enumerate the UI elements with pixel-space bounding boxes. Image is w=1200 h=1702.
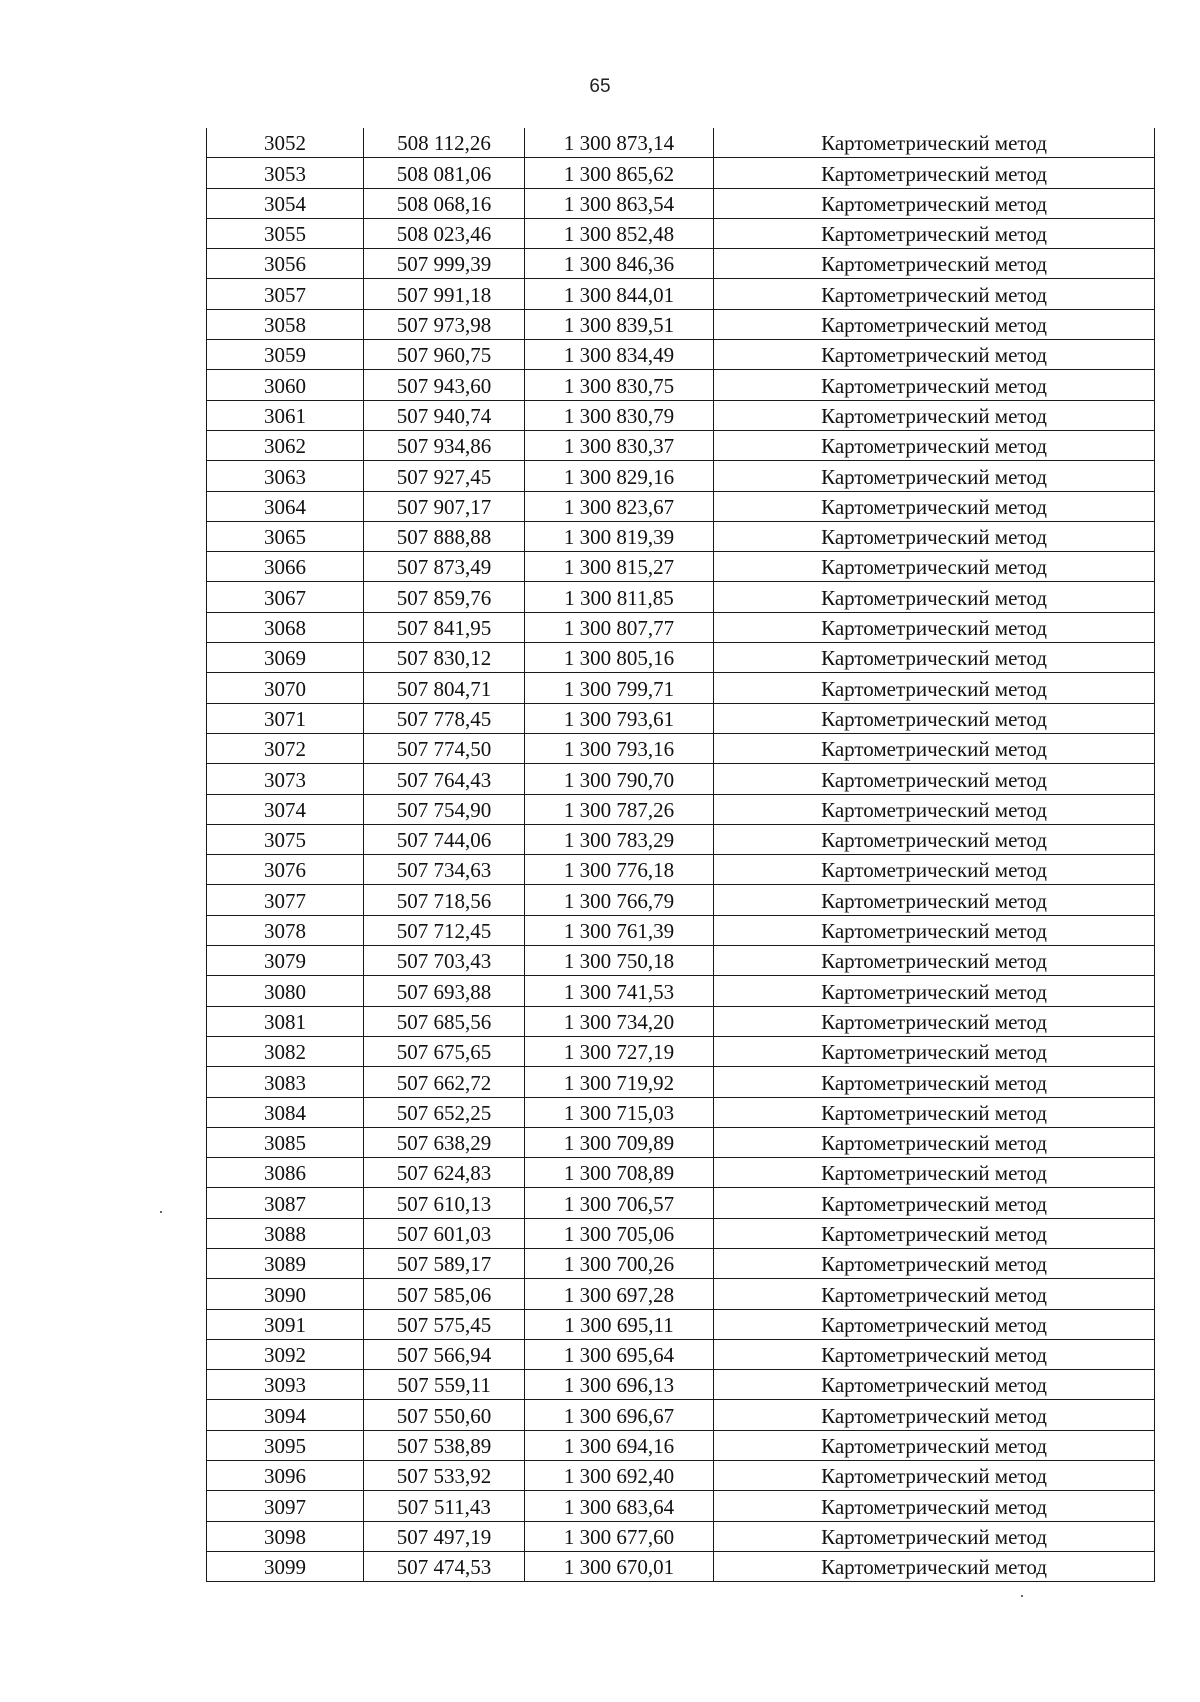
y-coordinate-cell: 1 300 692,40 (525, 1461, 714, 1491)
method-cell: Картометрический метод (714, 1097, 1155, 1127)
method-cell: Картометрический метод (714, 1067, 1155, 1097)
table-row (207, 370, 1155, 400)
method-cell: Картометрический метод (714, 1430, 1155, 1460)
point-number-cell: 3086 (207, 1158, 364, 1188)
method-cell: Картометрический метод (714, 430, 1155, 460)
point-number-cell: 3091 (207, 1309, 364, 1339)
y-coordinate-cell: 1 300 708,89 (525, 1158, 714, 1188)
table-row (207, 885, 1155, 915)
y-coordinate-cell: 1 300 715,03 (525, 1097, 714, 1127)
x-coordinate-cell: 507 744,06 (364, 824, 525, 854)
point-number-cell: 3084 (207, 1097, 364, 1127)
table-row (207, 188, 1155, 218)
x-coordinate-cell: 507 940,74 (364, 400, 525, 430)
y-coordinate-cell: 1 300 790,70 (525, 764, 714, 794)
x-coordinate-cell: 507 712,45 (364, 915, 525, 945)
point-number-cell: 3099 (207, 1551, 364, 1581)
table-row (207, 158, 1155, 188)
point-number-cell: 3092 (207, 1339, 364, 1369)
y-coordinate-cell: 1 300 705,06 (525, 1218, 714, 1248)
point-number-cell: 3065 (207, 521, 364, 551)
point-number-cell: 3098 (207, 1521, 364, 1551)
table-row (207, 1339, 1155, 1369)
method-cell: Картометрический метод (714, 1461, 1155, 1491)
table-row (207, 673, 1155, 703)
y-coordinate-cell: 1 300 727,19 (525, 1036, 714, 1066)
point-number-cell: 3057 (207, 279, 364, 309)
table-row (207, 309, 1155, 339)
y-coordinate-cell: 1 300 766,79 (525, 885, 714, 915)
point-number-cell: 3053 (207, 158, 364, 188)
y-coordinate-cell: 1 300 873,14 (525, 128, 714, 158)
table-row (207, 824, 1155, 854)
y-coordinate-cell: 1 300 829,16 (525, 461, 714, 491)
x-coordinate-cell: 507 859,76 (364, 582, 525, 612)
y-coordinate-cell: 1 300 761,39 (525, 915, 714, 945)
method-cell: Картометрический метод (714, 1491, 1155, 1521)
y-coordinate-cell: 1 300 776,18 (525, 855, 714, 885)
x-coordinate-cell: 507 575,45 (364, 1309, 525, 1339)
table-row (207, 552, 1155, 582)
method-cell: Картометрический метод (714, 612, 1155, 642)
point-number-cell: 3074 (207, 794, 364, 824)
y-coordinate-cell: 1 300 696,13 (525, 1370, 714, 1400)
y-coordinate-cell: 1 300 805,16 (525, 643, 714, 673)
x-coordinate-cell: 507 550,60 (364, 1400, 525, 1430)
y-coordinate-cell: 1 300 807,77 (525, 612, 714, 642)
method-cell: Картометрический метод (714, 764, 1155, 794)
point-number-cell: 3088 (207, 1218, 364, 1248)
point-number-cell: 3081 (207, 1006, 364, 1036)
x-coordinate-cell: 507 754,90 (364, 794, 525, 824)
x-coordinate-cell: 507 559,11 (364, 1370, 525, 1400)
point-number-cell: 3085 (207, 1127, 364, 1157)
method-cell: Картометрический метод (714, 1370, 1155, 1400)
x-coordinate-cell: 507 662,72 (364, 1067, 525, 1097)
x-coordinate-cell: 507 685,56 (364, 1006, 525, 1036)
x-coordinate-cell: 507 999,39 (364, 249, 525, 279)
table-row (207, 946, 1155, 976)
method-cell: Картометрический метод (714, 855, 1155, 885)
table-row (207, 1097, 1155, 1127)
x-coordinate-cell: 507 497,19 (364, 1521, 525, 1551)
y-coordinate-cell: 1 300 709,89 (525, 1127, 714, 1157)
table-row (207, 521, 1155, 551)
method-cell: Картометрический метод (714, 1521, 1155, 1551)
table-row (207, 1188, 1155, 1218)
x-coordinate-cell: 508 081,06 (364, 158, 525, 188)
table-row (207, 1430, 1155, 1460)
x-coordinate-cell: 507 601,03 (364, 1218, 525, 1248)
x-coordinate-cell: 507 841,95 (364, 612, 525, 642)
table-row (207, 128, 1155, 158)
method-cell: Картометрический метод (714, 279, 1155, 309)
table-row (207, 1248, 1155, 1278)
table-row (207, 1491, 1155, 1521)
method-cell: Картометрический метод (714, 309, 1155, 339)
method-cell: Картометрический метод (714, 188, 1155, 218)
method-cell: Картометрический метод (714, 1188, 1155, 1218)
method-cell: Картометрический метод (714, 400, 1155, 430)
method-cell: Картометрический метод (714, 885, 1155, 915)
point-number-cell: 3093 (207, 1370, 364, 1400)
point-number-cell: 3089 (207, 1248, 364, 1278)
x-coordinate-cell: 507 830,12 (364, 643, 525, 673)
y-coordinate-cell: 1 300 695,11 (525, 1309, 714, 1339)
y-coordinate-cell: 1 300 694,16 (525, 1430, 714, 1460)
table-row (207, 1551, 1155, 1581)
point-number-cell: 3056 (207, 249, 364, 279)
x-coordinate-cell: 507 638,29 (364, 1127, 525, 1157)
x-coordinate-cell: 507 943,60 (364, 370, 525, 400)
x-coordinate-cell: 508 112,26 (364, 128, 525, 158)
x-coordinate-cell: 507 533,92 (364, 1461, 525, 1491)
x-coordinate-cell: 507 652,25 (364, 1097, 525, 1127)
x-coordinate-cell: 507 778,45 (364, 703, 525, 733)
point-number-cell: 3094 (207, 1400, 364, 1430)
table-row (207, 582, 1155, 612)
y-coordinate-cell: 1 300 834,49 (525, 340, 714, 370)
table-row (207, 279, 1155, 309)
table-row (207, 430, 1155, 460)
point-number-cell: 3068 (207, 612, 364, 642)
x-coordinate-cell: 507 511,43 (364, 1491, 525, 1521)
x-coordinate-cell: 507 888,88 (364, 521, 525, 551)
x-coordinate-cell: 507 873,49 (364, 552, 525, 582)
method-cell: Картометрический метод (714, 1218, 1155, 1248)
x-coordinate-cell: 507 960,75 (364, 340, 525, 370)
coordinates-table (206, 128, 1155, 1582)
method-cell: Картометрический метод (714, 461, 1155, 491)
y-coordinate-cell: 1 300 683,64 (525, 1491, 714, 1521)
method-cell: Картометрический метод (714, 521, 1155, 551)
point-number-cell: 3054 (207, 188, 364, 218)
method-cell: Картометрический метод (714, 1006, 1155, 1036)
method-cell: Картометрический метод (714, 249, 1155, 279)
method-cell: Картометрический метод (714, 733, 1155, 763)
y-coordinate-cell: 1 300 799,71 (525, 673, 714, 703)
point-number-cell: 3067 (207, 582, 364, 612)
table-row (207, 461, 1155, 491)
table-row (207, 915, 1155, 945)
method-cell: Картометрический метод (714, 582, 1155, 612)
table-row (207, 400, 1155, 430)
page-number: 65 (589, 76, 611, 97)
x-coordinate-cell: 507 538,89 (364, 1430, 525, 1460)
table-row (207, 1006, 1155, 1036)
x-coordinate-cell: 508 023,46 (364, 218, 525, 248)
coordinates-table-body (207, 128, 1155, 1582)
point-number-cell: 3060 (207, 370, 364, 400)
method-cell: Картометрический метод (714, 946, 1155, 976)
scan-speck (160, 1211, 162, 1213)
y-coordinate-cell: 1 300 787,26 (525, 794, 714, 824)
x-coordinate-cell: 507 934,86 (364, 430, 525, 460)
y-coordinate-cell: 1 300 741,53 (525, 976, 714, 1006)
y-coordinate-cell: 1 300 793,61 (525, 703, 714, 733)
y-coordinate-cell: 1 300 750,18 (525, 946, 714, 976)
y-coordinate-cell: 1 300 706,57 (525, 1188, 714, 1218)
point-number-cell: 3082 (207, 1036, 364, 1066)
method-cell: Картометрический метод (714, 1279, 1155, 1309)
x-coordinate-cell: 507 973,98 (364, 309, 525, 339)
point-number-cell: 3073 (207, 764, 364, 794)
table-row (207, 340, 1155, 370)
y-coordinate-cell: 1 300 695,64 (525, 1339, 714, 1369)
method-cell: Картометрический метод (714, 128, 1155, 158)
table-row (207, 855, 1155, 885)
y-coordinate-cell: 1 300 865,62 (525, 158, 714, 188)
x-coordinate-cell: 507 764,43 (364, 764, 525, 794)
point-number-cell: 3095 (207, 1430, 364, 1460)
method-cell: Картометрический метод (714, 824, 1155, 854)
point-number-cell: 3055 (207, 218, 364, 248)
table-row (207, 1370, 1155, 1400)
method-cell: Картометрический метод (714, 1127, 1155, 1157)
table-row (207, 1521, 1155, 1551)
table-row (207, 1279, 1155, 1309)
x-coordinate-cell: 507 675,65 (364, 1036, 525, 1066)
method-cell: Картометрический метод (714, 673, 1155, 703)
x-coordinate-cell: 507 804,71 (364, 673, 525, 703)
method-cell: Картометрический метод (714, 703, 1155, 733)
point-number-cell: 3075 (207, 824, 364, 854)
method-cell: Картометрический метод (714, 340, 1155, 370)
y-coordinate-cell: 1 300 696,67 (525, 1400, 714, 1430)
x-coordinate-cell: 507 734,63 (364, 855, 525, 885)
method-cell: Картометрический метод (714, 1400, 1155, 1430)
y-coordinate-cell: 1 300 783,29 (525, 824, 714, 854)
point-number-cell: 3061 (207, 400, 364, 430)
y-coordinate-cell: 1 300 830,79 (525, 400, 714, 430)
x-coordinate-cell: 507 610,13 (364, 1188, 525, 1218)
x-coordinate-cell: 508 068,16 (364, 188, 525, 218)
y-coordinate-cell: 1 300 700,26 (525, 1248, 714, 1278)
x-coordinate-cell: 507 718,56 (364, 885, 525, 915)
y-coordinate-cell: 1 300 793,16 (525, 733, 714, 763)
y-coordinate-cell: 1 300 844,01 (525, 279, 714, 309)
method-cell: Картометрический метод (714, 915, 1155, 945)
table-row (207, 733, 1155, 763)
x-coordinate-cell: 507 566,94 (364, 1339, 525, 1369)
y-coordinate-cell: 1 300 863,54 (525, 188, 714, 218)
point-number-cell: 3058 (207, 309, 364, 339)
y-coordinate-cell: 1 300 670,01 (525, 1551, 714, 1581)
table-row (207, 491, 1155, 521)
table-row (207, 1067, 1155, 1097)
method-cell: Картометрический метод (714, 1551, 1155, 1581)
point-number-cell: 3090 (207, 1279, 364, 1309)
y-coordinate-cell: 1 300 830,75 (525, 370, 714, 400)
x-coordinate-cell: 507 585,06 (364, 1279, 525, 1309)
table-row (207, 1036, 1155, 1066)
table-row (207, 643, 1155, 673)
table-row (207, 703, 1155, 733)
point-number-cell: 3066 (207, 552, 364, 582)
point-number-cell: 3069 (207, 643, 364, 673)
method-cell: Картометрический метод (714, 158, 1155, 188)
point-number-cell: 3078 (207, 915, 364, 945)
x-coordinate-cell: 507 927,45 (364, 461, 525, 491)
x-coordinate-cell: 507 474,53 (364, 1551, 525, 1581)
y-coordinate-cell: 1 300 677,60 (525, 1521, 714, 1551)
method-cell: Картометрический метод (714, 643, 1155, 673)
y-coordinate-cell: 1 300 734,20 (525, 1006, 714, 1036)
table-row (207, 1400, 1155, 1430)
table-row (207, 1127, 1155, 1157)
table-row (207, 1461, 1155, 1491)
point-number-cell: 3070 (207, 673, 364, 703)
method-cell: Картометрический метод (714, 1248, 1155, 1278)
x-coordinate-cell: 507 589,17 (364, 1248, 525, 1278)
y-coordinate-cell: 1 300 719,92 (525, 1067, 714, 1097)
y-coordinate-cell: 1 300 823,67 (525, 491, 714, 521)
point-number-cell: 3077 (207, 885, 364, 915)
y-coordinate-cell: 1 300 697,28 (525, 1279, 714, 1309)
table-row (207, 612, 1155, 642)
x-coordinate-cell: 507 774,50 (364, 733, 525, 763)
method-cell: Картометрический метод (714, 1036, 1155, 1066)
table-row (207, 249, 1155, 279)
table-row (207, 1218, 1155, 1248)
point-number-cell: 3080 (207, 976, 364, 1006)
table-row (207, 976, 1155, 1006)
point-number-cell: 3072 (207, 733, 364, 763)
x-coordinate-cell: 507 624,83 (364, 1158, 525, 1188)
method-cell: Картометрический метод (714, 218, 1155, 248)
point-number-cell: 3059 (207, 340, 364, 370)
table-row (207, 794, 1155, 824)
point-number-cell: 3096 (207, 1461, 364, 1491)
method-cell: Картометрический метод (714, 491, 1155, 521)
x-coordinate-cell: 507 991,18 (364, 279, 525, 309)
table-row (207, 764, 1155, 794)
y-coordinate-cell: 1 300 830,37 (525, 430, 714, 460)
method-cell: Картометрический метод (714, 370, 1155, 400)
method-cell: Картометрический метод (714, 552, 1155, 582)
point-number-cell: 3097 (207, 1491, 364, 1521)
y-coordinate-cell: 1 300 839,51 (525, 309, 714, 339)
point-number-cell: 3063 (207, 461, 364, 491)
x-coordinate-cell: 507 693,88 (364, 976, 525, 1006)
method-cell: Картометрический метод (714, 1158, 1155, 1188)
y-coordinate-cell: 1 300 846,36 (525, 249, 714, 279)
point-number-cell: 3071 (207, 703, 364, 733)
point-number-cell: 3076 (207, 855, 364, 885)
point-number-cell: 3079 (207, 946, 364, 976)
method-cell: Картометрический метод (714, 794, 1155, 824)
y-coordinate-cell: 1 300 815,27 (525, 552, 714, 582)
table-row (207, 1158, 1155, 1188)
point-number-cell: 3052 (207, 128, 364, 158)
table-row (207, 218, 1155, 248)
point-number-cell: 3087 (207, 1188, 364, 1218)
y-coordinate-cell: 1 300 819,39 (525, 521, 714, 551)
point-number-cell: 3083 (207, 1067, 364, 1097)
point-number-cell: 3064 (207, 491, 364, 521)
method-cell: Картометрический метод (714, 1339, 1155, 1369)
y-coordinate-cell: 1 300 852,48 (525, 218, 714, 248)
point-number-cell: 3062 (207, 430, 364, 460)
y-coordinate-cell: 1 300 811,85 (525, 582, 714, 612)
x-coordinate-cell: 507 703,43 (364, 946, 525, 976)
method-cell: Картометрический метод (714, 1309, 1155, 1339)
table-row (207, 1309, 1155, 1339)
method-cell: Картометрический метод (714, 976, 1155, 1006)
x-coordinate-cell: 507 907,17 (364, 491, 525, 521)
scan-speck (1021, 1595, 1023, 1597)
